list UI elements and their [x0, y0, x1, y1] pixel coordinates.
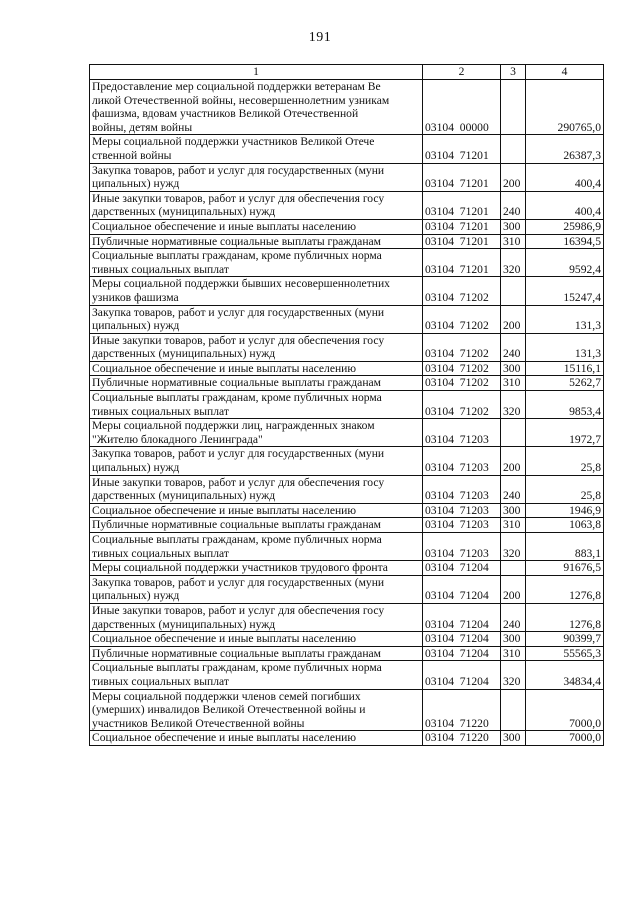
table-row [90, 249, 604, 277]
row-name-cell: Социальное обеспечение и иные выплаты населению [90, 632, 423, 647]
row-name-cell: Социальное обеспечение и иные выплаты населению [90, 361, 423, 376]
row-code-cell: 03104 71201 [423, 163, 501, 191]
table-row [90, 603, 604, 631]
row-name-cell: Социальное обеспечение и иные выплаты населению [90, 731, 423, 746]
row-code-cell: 03104 71201 [423, 191, 501, 219]
table-row [90, 518, 604, 533]
table-row [90, 731, 604, 746]
row-expense-type-cell: 300 [501, 731, 526, 746]
table-row [90, 163, 604, 191]
header-col-4: 4 [526, 65, 604, 80]
row-name-cell: Иные закупки товаров, работ и услуг для обеспечения госу дарственных (муниципальных) нужд [90, 603, 423, 631]
row-code-cell: 03104 71202 [423, 333, 501, 361]
table-row [90, 503, 604, 518]
header-col-2: 2 [423, 65, 501, 80]
row-expense-type-cell: 300 [501, 361, 526, 376]
row-name-cell: Социальные выплаты гражданам, кроме публичных норма тивных социальных выплат [90, 391, 423, 419]
table-row [90, 661, 604, 689]
row-name-cell: Закупка товаров, работ и услуг для государственных (муни ципальных) нужд [90, 305, 423, 333]
row-expense-type-cell: 200 [501, 305, 526, 333]
row-name-cell: Меры социальной поддержки бывших несовершеннолетних узников фашизма [90, 277, 423, 305]
table-row [90, 689, 604, 731]
row-amount-cell: 15247,4 [526, 277, 604, 305]
row-code-cell: 03104 71202 [423, 277, 501, 305]
row-amount-cell: 15116,1 [526, 361, 604, 376]
row-amount-cell: 400,4 [526, 191, 604, 219]
row-name-cell: Меры социальной поддержки участников Великой Отече ственной войны [90, 135, 423, 163]
row-code-cell: 03104 71203 [423, 533, 501, 561]
row-amount-cell: 131,3 [526, 333, 604, 361]
row-code-cell: 03104 71203 [423, 419, 501, 447]
header-col-1: 1 [90, 65, 423, 80]
row-amount-cell: 1972,7 [526, 419, 604, 447]
table-row [90, 135, 604, 163]
row-code-cell: 03104 71203 [423, 518, 501, 533]
row-name-cell: Закупка товаров, работ и услуг для государственных (муни ципальных) нужд [90, 575, 423, 603]
row-name-cell: Меры социальной поддержки членов семей погибших (умерших) инвалидов Великой Отечественной войны и участников Великой Отечественной войны [90, 689, 423, 731]
row-amount-cell: 131,3 [526, 305, 604, 333]
row-expense-type-cell: 240 [501, 191, 526, 219]
table-row [90, 305, 604, 333]
row-amount-cell: 55565,3 [526, 646, 604, 661]
row-amount-cell: 25986,9 [526, 219, 604, 234]
row-expense-type-cell: 240 [501, 475, 526, 503]
row-expense-type-cell: 310 [501, 234, 526, 249]
row-code-cell: 03104 71220 [423, 689, 501, 731]
row-name-cell: Социальные выплаты гражданам, кроме публичных норма тивных социальных выплат [90, 661, 423, 689]
row-amount-cell: 400,4 [526, 163, 604, 191]
row-name-cell: Публичные нормативные социальные выплаты гражданам [90, 376, 423, 391]
table-row [90, 419, 604, 447]
row-name-cell: Социальные выплаты гражданам, кроме публичных норма тивных социальных выплат [90, 249, 423, 277]
table-row [90, 475, 604, 503]
row-name-cell: Социальное обеспечение и иные выплаты населению [90, 503, 423, 518]
row-code-cell: 03104 71202 [423, 305, 501, 333]
row-expense-type-cell: 300 [501, 632, 526, 647]
row-name-cell: Иные закупки товаров, работ и услуг для обеспечения госу дарственных (муниципальных) нужд [90, 333, 423, 361]
row-code-cell: 03104 71203 [423, 475, 501, 503]
row-code-cell: 03104 71201 [423, 135, 501, 163]
row-amount-cell: 7000,0 [526, 731, 604, 746]
row-code-cell: 03104 71203 [423, 503, 501, 518]
budget-table [89, 64, 604, 746]
row-amount-cell: 1276,8 [526, 575, 604, 603]
row-name-cell: Иные закупки товаров, работ и услуг для обеспечения госу дарственных (муниципальных) нужд [90, 475, 423, 503]
row-name-cell: Предоставление мер социальной поддержки ветеранам Ве ликой Отечественной войны, несовершеннолетним узникам фашизма, вдовам участников Великой Отечественной войны, детям войны [90, 80, 423, 135]
row-expense-type-cell [501, 561, 526, 576]
row-amount-cell: 25,8 [526, 447, 604, 475]
table-row [90, 361, 604, 376]
row-name-cell: Публичные нормативные социальные выплаты гражданам [90, 646, 423, 661]
row-expense-type-cell: 320 [501, 661, 526, 689]
row-amount-cell: 290765,0 [526, 80, 604, 135]
table-row [90, 575, 604, 603]
header-col-3: 3 [501, 65, 526, 80]
row-expense-type-cell: 310 [501, 646, 526, 661]
row-code-cell: 03104 00000 [423, 80, 501, 135]
row-expense-type-cell: 200 [501, 575, 526, 603]
row-amount-cell: 9853,4 [526, 391, 604, 419]
row-name-cell: Иные закупки товаров, работ и услуг для обеспечения госу дарственных (муниципальных) нужд [90, 191, 423, 219]
row-code-cell: 03104 71201 [423, 219, 501, 234]
row-name-cell: Публичные нормативные социальные выплаты гражданам [90, 518, 423, 533]
row-expense-type-cell: 200 [501, 163, 526, 191]
page-number: 191 [308, 30, 332, 45]
table-row [90, 277, 604, 305]
row-expense-type-cell: 310 [501, 376, 526, 391]
row-expense-type-cell: 240 [501, 333, 526, 361]
table-row [90, 646, 604, 661]
row-code-cell: 03104 71201 [423, 249, 501, 277]
table-row [90, 234, 604, 249]
table-row [90, 80, 604, 135]
row-code-cell: 03104 71204 [423, 561, 501, 576]
row-expense-type-cell: 320 [501, 391, 526, 419]
row-code-cell: 03104 71204 [423, 575, 501, 603]
row-amount-cell: 16394,5 [526, 234, 604, 249]
table-row [90, 376, 604, 391]
row-amount-cell: 883,1 [526, 533, 604, 561]
row-expense-type-cell: 300 [501, 219, 526, 234]
table-row [90, 533, 604, 561]
row-expense-type-cell [501, 80, 526, 135]
row-expense-type-cell [501, 419, 526, 447]
row-expense-type-cell: 200 [501, 447, 526, 475]
row-code-cell: 03104 71202 [423, 361, 501, 376]
row-code-cell: 03104 71204 [423, 646, 501, 661]
table-row [90, 191, 604, 219]
row-amount-cell: 90399,7 [526, 632, 604, 647]
row-code-cell: 03104 71204 [423, 603, 501, 631]
row-name-cell: Закупка товаров, работ и услуг для государственных (муни ципальных) нужд [90, 447, 423, 475]
table-row [90, 219, 604, 234]
row-expense-type-cell: 320 [501, 533, 526, 561]
row-expense-type-cell: 240 [501, 603, 526, 631]
table-row [90, 632, 604, 647]
table-row [90, 561, 604, 576]
row-amount-cell: 91676,5 [526, 561, 604, 576]
row-expense-type-cell [501, 277, 526, 305]
row-expense-type-cell: 320 [501, 249, 526, 277]
row-amount-cell: 1946,9 [526, 503, 604, 518]
row-amount-cell: 1276,8 [526, 603, 604, 631]
row-amount-cell: 9592,4 [526, 249, 604, 277]
row-code-cell: 03104 71201 [423, 234, 501, 249]
row-code-cell: 03104 71220 [423, 731, 501, 746]
row-code-cell: 03104 71204 [423, 632, 501, 647]
row-name-cell: Меры социальной поддержки лиц, награжденных знаком "Жителю блокадного Ленинграда" [90, 419, 423, 447]
row-amount-cell: 5262,7 [526, 376, 604, 391]
row-expense-type-cell [501, 135, 526, 163]
header-row [90, 65, 604, 80]
row-name-cell: Меры социальной поддержки участников трудового фронта [90, 561, 423, 576]
table-row [90, 391, 604, 419]
row-amount-cell: 7000,0 [526, 689, 604, 731]
row-amount-cell: 1063,8 [526, 518, 604, 533]
row-code-cell: 03104 71202 [423, 376, 501, 391]
row-name-cell: Социальное обеспечение и иные выплаты населению [90, 219, 423, 234]
row-amount-cell: 34834,4 [526, 661, 604, 689]
row-code-cell: 03104 71202 [423, 391, 501, 419]
table-row [90, 333, 604, 361]
row-amount-cell: 26387,3 [526, 135, 604, 163]
row-name-cell: Публичные нормативные социальные выплаты гражданам [90, 234, 423, 249]
row-name-cell: Социальные выплаты гражданам, кроме публичных норма тивных социальных выплат [90, 533, 423, 561]
row-code-cell: 03104 71203 [423, 447, 501, 475]
row-expense-type-cell: 300 [501, 503, 526, 518]
table-row [90, 447, 604, 475]
row-expense-type-cell [501, 689, 526, 731]
table-body [90, 80, 604, 746]
row-amount-cell: 25,8 [526, 475, 604, 503]
row-code-cell: 03104 71204 [423, 661, 501, 689]
row-expense-type-cell: 310 [501, 518, 526, 533]
row-name-cell: Закупка товаров, работ и услуг для государственных (муни ципальных) нужд [90, 163, 423, 191]
